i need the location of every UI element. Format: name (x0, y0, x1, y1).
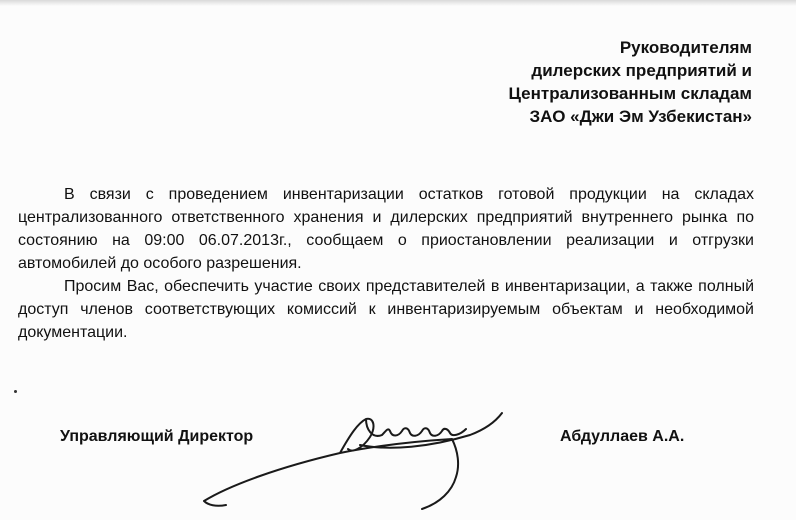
scan-top-edge (0, 0, 796, 6)
addressee-line: дилерских предприятий и (531, 61, 752, 80)
letter-body (18, 183, 754, 344)
addressee-line: Централизованным складам (508, 84, 752, 103)
body-paragraph: Просим Вас, обеспечить участие своих представителей в инвентаризации, а также полный доступ членов соответствующих комиссий к инвентаризируемым объектам и необходимой документации. (18, 278, 754, 341)
body-paragraph: В связи с проведением инвентаризации остатков готовой продукции на складах централизованного ответственного хранения и дилерских предприятий внутреннего рынка по состоянию на 09:00 06.07.2013г., сообщаем о приостановлении реализации и отгрузки автомобилей до особого разрешения. (18, 186, 754, 272)
addressee-line: ЗАО «Джи Эм Узбекистан» (529, 107, 752, 126)
addressee-line: Руководителям (619, 38, 752, 57)
scan-speck (14, 390, 17, 393)
handwritten-signature (190, 405, 510, 515)
signatory-name: Абдуллаев А.А. (560, 428, 685, 445)
signatory-title: Управляющий Директор (60, 428, 254, 445)
addressee-block (509, 36, 752, 128)
